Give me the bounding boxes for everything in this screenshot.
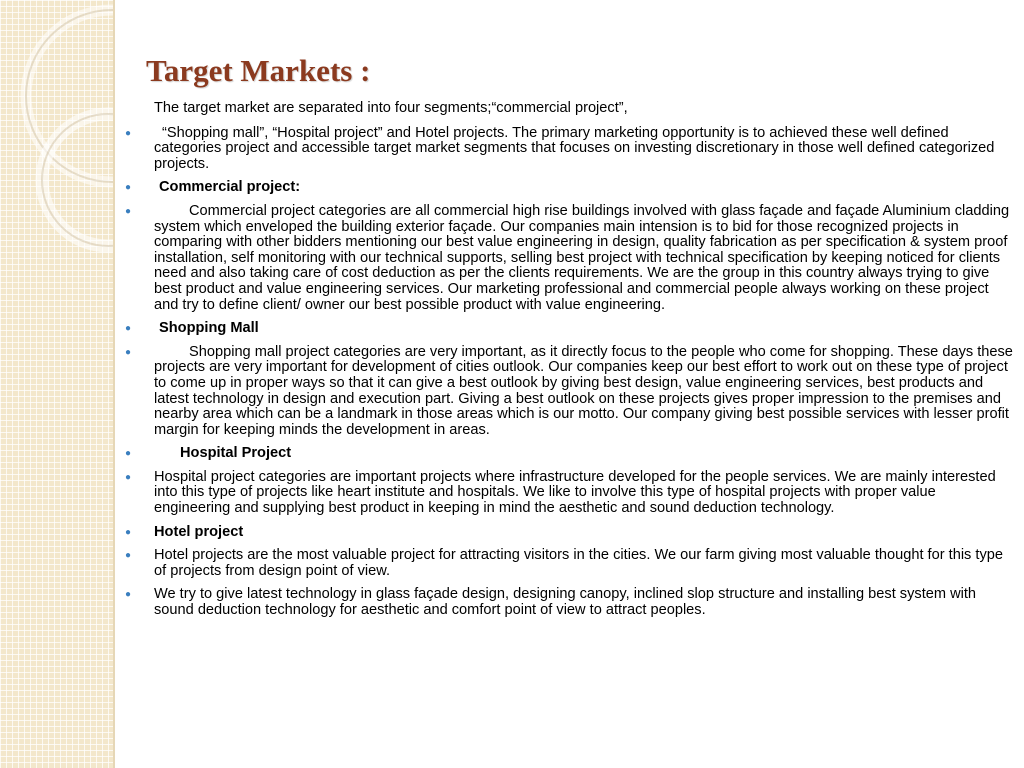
section-heading-commercial: Commercial project:	[159, 179, 301, 196]
bullet-text-hospital: Hospital project categories are important projects where infrastructure developed for the people services. We are mainly interested into this type of projects like heart institute and hospitals. We like to involve this type of hospital projects with proper value engineering and supplying best product in keeping in mind the aesthetic and sound deduction technology.	[154, 468, 996, 517]
intro-paragraph	[120, 101, 1015, 117]
section-heading-hotel: Hotel project	[154, 523, 244, 540]
section-heading-hospital: Hospital Project	[180, 445, 292, 462]
bullet-icon: ●	[124, 526, 132, 538]
slide-body	[120, 101, 1015, 627]
section-heading-shopping-mall: Shopping Mall	[159, 320, 259, 337]
decorative-rings-graphic	[0, 0, 113, 768]
bullet-item-hotel-heading	[120, 525, 1015, 541]
bullet-item-shopping-heading	[120, 321, 1015, 337]
sidebar-divider	[113, 0, 115, 768]
bullet-icon: ●	[124, 550, 132, 562]
bullet-item-segments	[120, 126, 1015, 173]
bullet-icon: ●	[124, 182, 132, 194]
bullet-item-shopping-body	[120, 345, 1015, 439]
intro-text: The target market are separated into four segments;“commercial project”,	[154, 100, 628, 116]
bullet-item-commercial-heading	[120, 180, 1015, 196]
bullet-item-hospital-body	[120, 470, 1015, 517]
bullet-icon: ●	[124, 323, 132, 335]
bullet-item-technology	[120, 587, 1015, 618]
bullet-item-hotel-body	[120, 548, 1015, 579]
bullet-text-hotel: Hotel projects are the most valuable project for attracting visitors in the cities. We our farm giving most valuable thought for this type of projects from design point of view.	[154, 547, 1003, 579]
bullet-text-commercial: Commercial project categories are all commercial high rise buildings involved with glass façade and façade Aluminium cladding system which enveloped the building exterior façade. Our companies main intension is to bid for those recognized projects in comparing with other bidders mentioning our best value engineering in design, quality fabrication as per specification & system proof installation, self monitoring with our technical supports, selling best project with technical specification by keeping noticed for clients need and also taking care of cost deduction as per the clients requirements. We are the group in this country always trying to give best product and value engineering services. Our marketing professional and commercial people always working on these project and try to define client/ owner our best possible product with value engineering.	[154, 202, 1010, 313]
bullet-icon: ●	[124, 346, 132, 358]
bullet-item-hospital-heading	[120, 446, 1015, 462]
bullet-icon: ●	[124, 448, 132, 460]
decorative-sidebar	[0, 0, 113, 768]
bullet-icon: ●	[124, 589, 132, 601]
bullet-icon: ●	[124, 127, 132, 139]
bullet-item-commercial-body	[120, 204, 1015, 313]
bullet-text-segments: “Shopping mall”, “Hospital project” and Hotel projects. The primary marketing opportunity is to achieved these well defined categories project and accessible target market segments that focuses on investing discretionary in those well defined categorized projects.	[154, 124, 995, 172]
slide-title: Target Markets :	[146, 53, 371, 88]
bullet-icon: ●	[124, 471, 132, 483]
bullet-icon: ●	[124, 205, 132, 217]
bullet-text-shopping-mall: Shopping mall project categories are very important, as it directly focus to the people who come for shopping. These days these projects are very important for development of cities outlook. Our companies keep our best effort to work out on these type of project to come up in proper ways so that it can give a best outlook by giving best design, value engineering services, best products and latest technology in design and execution part. Giving a best outlook on these projects gives proper impression to the premises and nearby area which can be a landmark in those areas which is our motto. Our company giving best possible services with lesser profit margin for keeping minds the development in areas.	[154, 343, 1013, 438]
bullet-text-technology: We try to give latest technology in glass façade design, designing canopy, inclined slop structure and installing best system with sound deduction technology for aesthetic and comfort point of view to attract peoples.	[154, 586, 977, 619]
